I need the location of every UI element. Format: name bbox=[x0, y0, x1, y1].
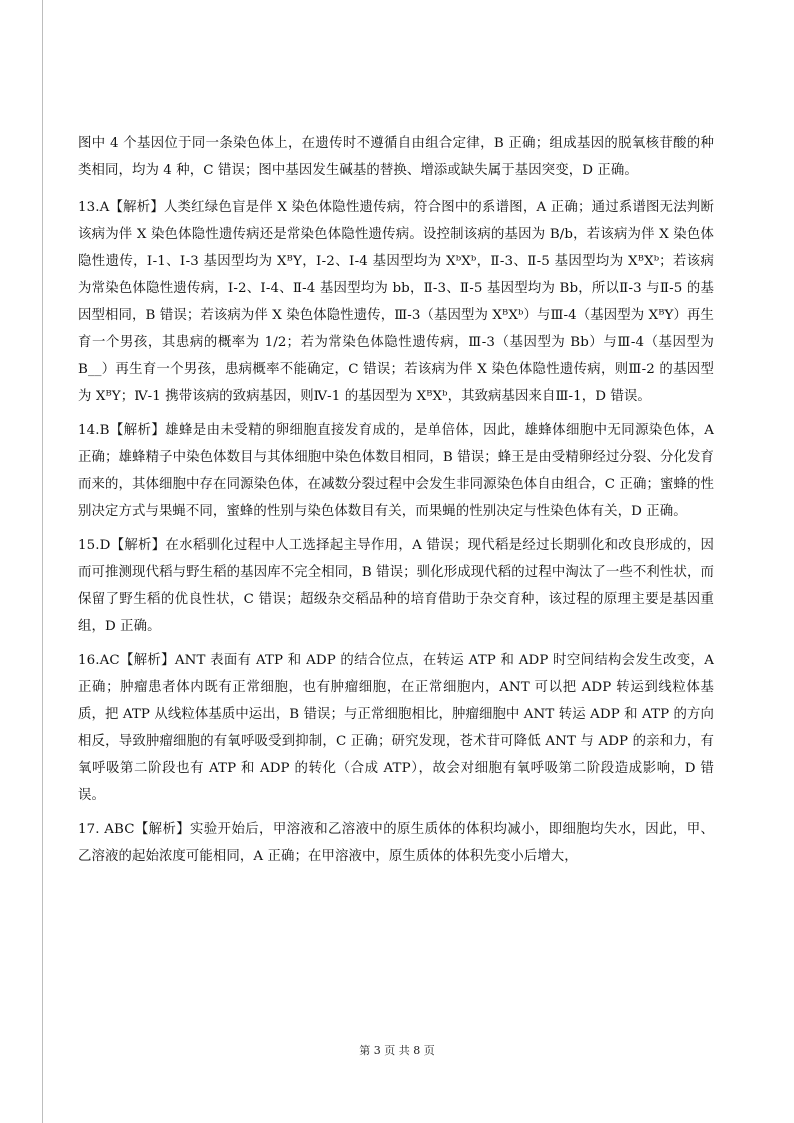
answer-14: 14.B【解析】雄蜂是由未受精的卵细胞直接发育成的，是单倍体，因此，雄蜂体细胞中无同源染色体，A 正确；雄蜂精子中染色体数目与其体细胞中染色体数目相同，B 错误；蜂王是由受精卵经过分裂、分化发育而来的，其体细胞中存在同源染色体，在减数分裂过程中会发生非同源染色体自由组合，C 正确；蜜蜂的性别决定方式与果蝇不同，蜜蜂的性别与染色体数目有关，而果蝇的性别决定与性染色体有关，D 正确。 bbox=[78, 423, 714, 519]
answer-12-continuation: 图中 4 个基因位于同一条染色体上，在遗传时不遵循自由组合定律，B 正确；组成基因的脱氧核苷酸的种类相同，均为 4 种，C 错误；图中基因发生碱基的替换、增添或缺失属于基因突变，D 正确。 bbox=[78, 136, 714, 178]
binding-margin-line bbox=[42, 0, 43, 1123]
answer-17: 17. ABC【解析】实验开始后，甲溶液和乙溶液中的原生质体的体积均减小，即细胞均失水，因此，甲、乙溶液的起始浓度可能相同，A 正确；在甲溶液中，原生质体的体积先变小后增大， bbox=[78, 822, 714, 864]
answer-16: 16.AC【解析】ANT 表面有 ATP 和 ADP 的结合位点，在转运 ATP 和 ADP 时空间结构会发生改变，A 正确；肿瘤患者体内既有正常细胞，也有肿瘤细胞，在正常细胞内，ANT 可以把 ADP 转运到线粒体基质，把 ATP 从线粒体基质中运出，B 错误；与正常细胞相比，肿瘤细胞中 ANT 转运 ADP 和 ATP 的方向相反，导致肿瘤细胞的有氧呼吸受到抑制，C 正确；研究发现，苍术苷可降低 ANT 与 ADP 的亲和力，有氧呼吸第二阶段也有 ATP 和 ADP 的转化（合成 ATP），故会对细胞有氧呼吸第二阶段造成影响，D 错误。 bbox=[78, 653, 715, 803]
page-number-footer: 第 3 页 共 8 页 bbox=[359, 1044, 435, 1057]
document-body bbox=[78, 130, 714, 877]
answer-15: 15.D【解析】在水稻驯化过程中人工选择起主导作用，A 错误；现代稻是经过长期驯化和改良形成的，因而可推测现代稻与野生稻的基因库不完全相同，B 错误；驯化形成现代稻的过程中淘汰了一些不利性状，而保留了野生稻的优良性状，C 错误；超级杂交稻品种的培育借助于杂交育种，该过程的原理主要是基因重组，D 正确。 bbox=[78, 538, 714, 634]
answer-13: 13.A【解析】人类红绿色盲是伴 X 染色体隐性遗传病，符合图中的系谱图，A 正确；通过系谱图无法判断该病为伴 X 染色体隐性遗传病还是常染色体隐性遗传病。设控制该病的基因为 B/b，若该病为伴 X 染色体隐性遗传，Ⅰ-1、Ⅰ-3 基因型均为 XᴮY，Ⅰ-2、Ⅰ-4 基因型均为 XᵇXᵇ，Ⅱ-3、Ⅱ-5 基因型均为 XᴮXᵇ；若该病为常染色体隐性遗传病，Ⅰ-2、Ⅰ-4、Ⅱ-4 基因型均为 bb，Ⅱ-3、Ⅱ-5 基因型均为 Bb，所以Ⅱ-3 与Ⅱ-5 的基因型相同，B 错误；若该病为伴 X 染色体隐性遗传，Ⅲ-3（基因型为 XᴮXᵇ）与Ⅲ-4（基因型为 XᴮY）再生育一个男孩，其患病的概率为 1/2；若为常染色体隐性遗传病，Ⅲ-3（基因型为 Bb）与Ⅲ-4（基因型为 B__）再生育一个男孩，患病概率不能确定，C 错误；若该病为伴 X 染色体隐性遗传病，则Ⅲ-2 的基因型为 XᴮY；Ⅳ-1 携带该病的致病基因，则Ⅳ-1 的基因型为 XᴮXᵇ，其致病基因来自Ⅲ-1，D 错误。 bbox=[78, 200, 714, 404]
